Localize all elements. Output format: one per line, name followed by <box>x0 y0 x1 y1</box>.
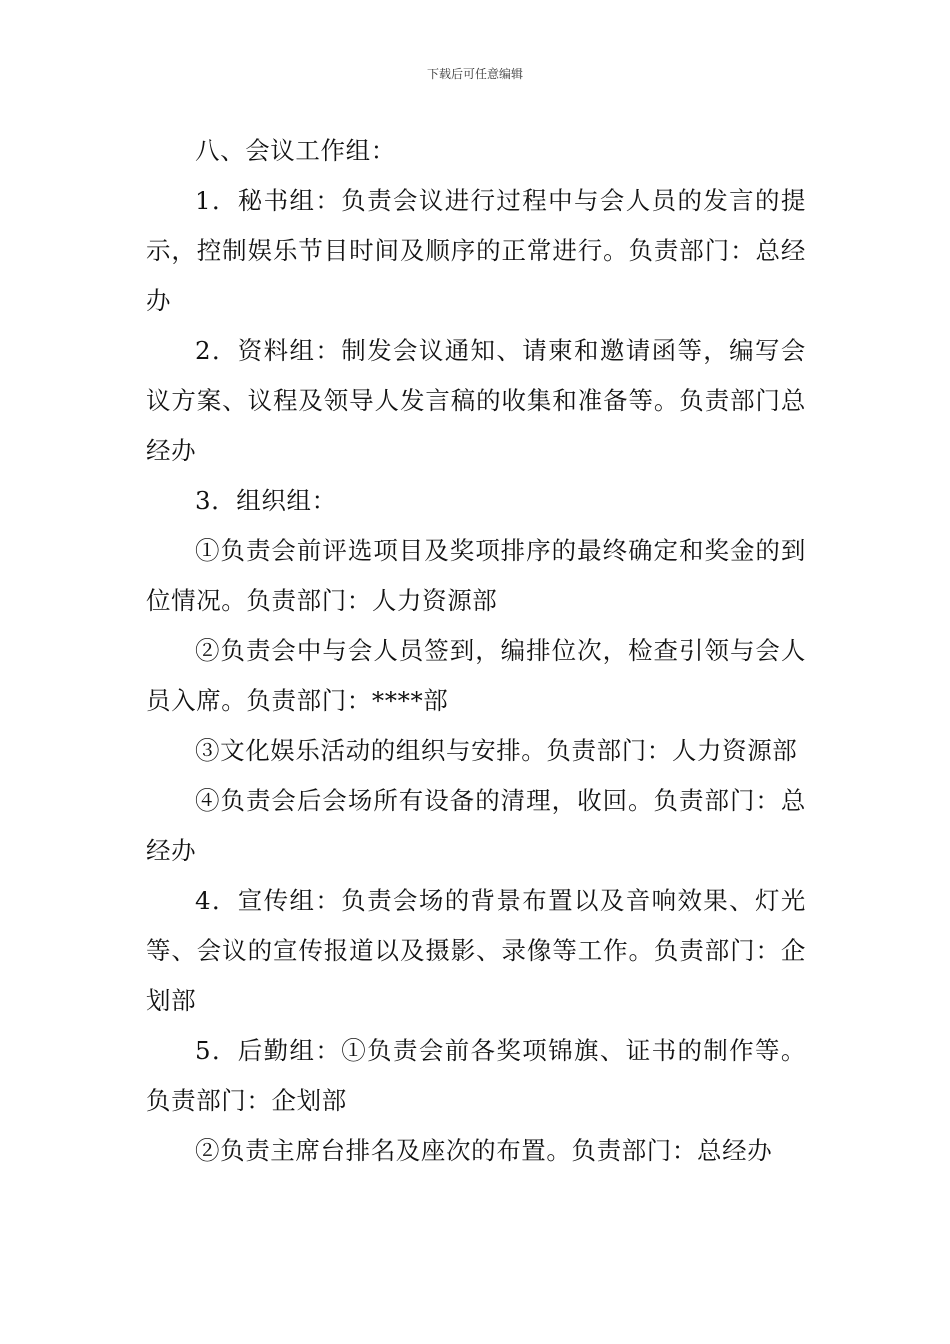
paragraph-materials-group: 2．资料组：制发会议通知、请柬和邀请函等，编写会议方案、议程及领导人发言稿的收集和准备等。负责部门总经办 <box>146 336 806 465</box>
paragraph-secretary-group: 1．秘书组：负责会议进行过程中与会人员的发言的提示，控制娱乐节目时间及顺序的正常进行。负责部门：总经办 <box>146 186 806 315</box>
paragraph-org-item-4: ④负责会后会场所有设备的清理，收回。负责部门：总经办 <box>146 786 806 865</box>
document-body <box>146 126 806 1176</box>
paragraph-logistics-item-2: ②负责主席台排名及座次的布置。负责部门：总经办 <box>195 1136 773 1165</box>
paragraph-org-item-1: ①负责会前评选项目及奖项排序的最终确定和奖金的到位情况。负责部门：人力资源部 <box>146 536 806 615</box>
paragraph-org-item-3: ③文化娱乐活动的组织与安排。负责部门：人力资源部 <box>195 736 798 765</box>
page-header: 下载后可任意编辑 <box>426 67 523 81</box>
paragraph-org-item-2: ②负责会中与会人员签到，编排位次，检查引领与会人员入席。负责部门：****部 <box>146 636 806 715</box>
paragraph-publicity-group: 4．宣传组：负责会场的背景布置以及音响效果、灯光等、会议的宣传报道以及摄影、录像等工作。负责部门：企划部 <box>146 886 806 1015</box>
paragraph-logistics-group: 5．后勤组：①负责会前各奖项锦旗、证书的制作等。负责部门：企划部 <box>146 1036 806 1115</box>
paragraph-organization-group: 3．组织组： <box>195 486 337 515</box>
section-heading: 八、会议工作组： <box>195 136 396 165</box>
